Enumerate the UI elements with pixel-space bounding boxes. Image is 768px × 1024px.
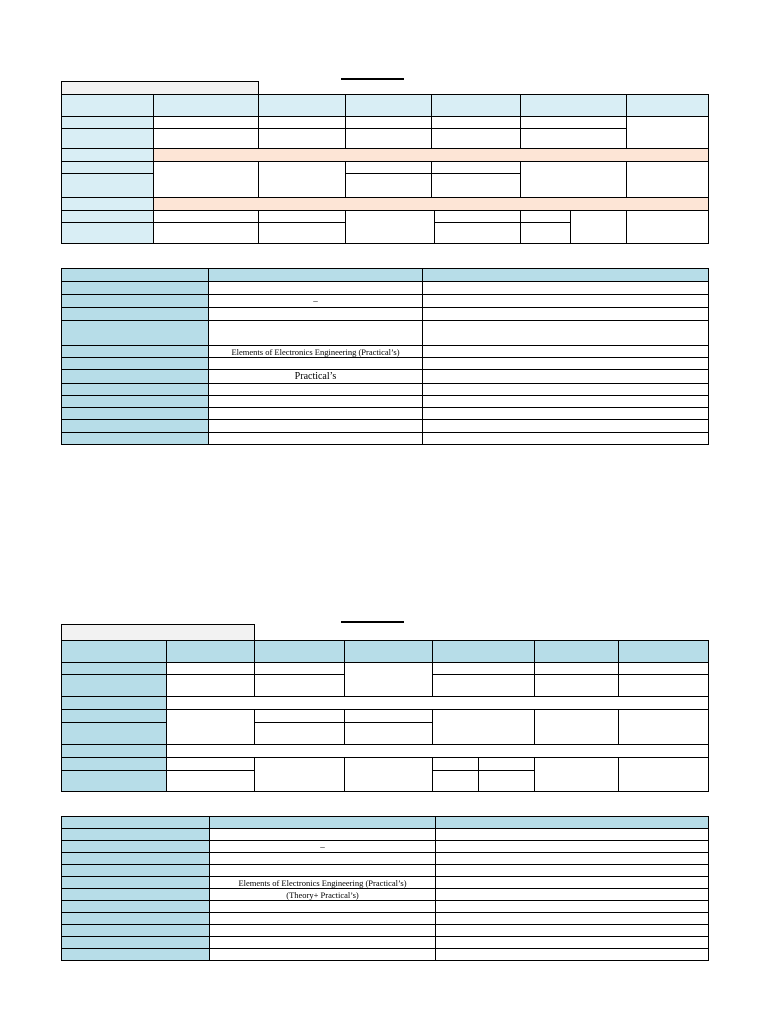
- table-cell: [62, 95, 154, 117]
- table-row: [62, 269, 709, 282]
- table-cell: [627, 211, 709, 244]
- subject-name: Elements of Electronics Engineering (Practical’s): [209, 346, 423, 358]
- table-cell: [521, 223, 571, 244]
- table-row: [62, 162, 709, 174]
- table-cell: [62, 901, 210, 913]
- table-cell: [436, 949, 709, 961]
- table-cell: [436, 865, 709, 877]
- table-cell: [62, 162, 154, 174]
- table-cell: [345, 663, 433, 697]
- table-cell: [346, 117, 432, 129]
- table-cell: [167, 758, 255, 771]
- table-row: [62, 865, 709, 877]
- table-cell: [62, 211, 154, 223]
- table-row: [62, 817, 709, 829]
- title-underline: [341, 621, 404, 623]
- table-cell: [436, 913, 709, 925]
- table-cell: [210, 817, 436, 829]
- table-row: [62, 198, 709, 211]
- table-cell: [535, 675, 619, 697]
- table-cell: [210, 901, 436, 913]
- table-cell: [209, 282, 423, 295]
- sheet-label-box: [61, 624, 255, 641]
- table-row: [62, 95, 709, 117]
- table-cell: [521, 129, 627, 149]
- table-row: [62, 321, 709, 346]
- table-cell: [167, 697, 709, 710]
- table-cell: [167, 710, 255, 745]
- table-row: [62, 663, 709, 675]
- table-row: [62, 211, 709, 223]
- table-cell: [435, 211, 521, 223]
- table-cell: [432, 129, 521, 149]
- table-cell: [62, 889, 210, 901]
- table-cell: [62, 829, 210, 841]
- table-cell: [433, 758, 479, 771]
- table-cell: [255, 641, 345, 663]
- table-cell: [423, 396, 709, 408]
- table-cell: [154, 117, 259, 129]
- table-cell: [436, 925, 709, 937]
- table-cell: [62, 663, 167, 675]
- table-row: [62, 853, 709, 865]
- table-cell: [346, 162, 432, 174]
- table-cell: [210, 937, 436, 949]
- table-cell: [433, 771, 479, 792]
- exam-type: Practical’s: [209, 370, 423, 384]
- table-row: [62, 829, 709, 841]
- table-cell: [619, 710, 709, 745]
- table-cell: [62, 675, 167, 697]
- table-cell: [210, 829, 436, 841]
- criteria-table: [61, 640, 709, 792]
- table-cell: [479, 771, 535, 792]
- table-cell: [479, 758, 535, 771]
- table-cell: [62, 925, 210, 937]
- exam-type: (Theory+ Practical’s): [210, 889, 436, 901]
- table-cell: [209, 420, 423, 433]
- table-row: [62, 877, 709, 889]
- table-row: [62, 408, 709, 420]
- table-cell: [62, 641, 167, 663]
- table-row: [62, 913, 709, 925]
- table-cell: [154, 223, 259, 244]
- table-cell: [62, 223, 154, 244]
- table-cell: [423, 370, 709, 384]
- table-cell: [62, 913, 210, 925]
- table-cell: [259, 117, 346, 129]
- table-row: [62, 745, 709, 758]
- table-row: [62, 308, 709, 321]
- table-row: [62, 370, 709, 384]
- table-cell: [154, 198, 709, 211]
- table-row: [62, 358, 709, 370]
- table-cell: [62, 149, 154, 162]
- table-cell: [62, 384, 209, 396]
- table-cell: [62, 745, 167, 758]
- table-row: [62, 841, 709, 853]
- table-cell: [619, 758, 709, 792]
- table-cell: [209, 308, 423, 321]
- table-cell: [62, 433, 209, 445]
- table-cell: [62, 321, 209, 346]
- table-cell: [209, 408, 423, 420]
- table-cell: [255, 663, 345, 675]
- table-cell: [436, 853, 709, 865]
- table-cell: [571, 211, 627, 244]
- table-cell: [62, 420, 209, 433]
- table-cell: [209, 269, 423, 282]
- table-cell: [167, 641, 255, 663]
- table-cell: [433, 675, 535, 697]
- table-row: [62, 149, 709, 162]
- table-cell: [423, 269, 709, 282]
- table-cell: [62, 174, 154, 198]
- table-cell: [62, 758, 167, 771]
- table-cell: [423, 295, 709, 308]
- table-cell: [154, 162, 259, 198]
- table-row: [62, 346, 709, 358]
- table-cell: [209, 321, 423, 346]
- table-cell: [423, 282, 709, 295]
- table-cell: [346, 95, 432, 117]
- table-row: [62, 901, 709, 913]
- table-cell: [62, 370, 209, 384]
- table-cell: [210, 853, 436, 865]
- table-cell: [619, 675, 709, 697]
- table-row: [62, 710, 709, 723]
- table-cell: [433, 641, 535, 663]
- table-cell: [436, 937, 709, 949]
- table-cell: [423, 321, 709, 346]
- table-cell: [521, 117, 627, 129]
- table-cell: [423, 408, 709, 420]
- table-cell: [210, 949, 436, 961]
- table-row: [62, 117, 709, 129]
- table-cell: [154, 129, 259, 149]
- table-cell: [167, 663, 255, 675]
- table-cell: [62, 865, 210, 877]
- table-cell: [62, 129, 154, 149]
- table-row: [62, 949, 709, 961]
- table-cell: [619, 641, 709, 663]
- table-cell: [62, 308, 209, 321]
- table-cell: [436, 901, 709, 913]
- table-cell: [436, 877, 709, 889]
- table-cell: [436, 817, 709, 829]
- table-cell: [345, 758, 433, 792]
- table-cell: [259, 223, 346, 244]
- info-table: [61, 816, 709, 961]
- table-cell: [62, 949, 210, 961]
- table-cell: [154, 95, 259, 117]
- dash-value: –: [209, 295, 423, 308]
- table-cell: [345, 710, 433, 723]
- table-row: [62, 697, 709, 710]
- info-table: [61, 268, 709, 445]
- table-cell: [62, 408, 209, 420]
- table-cell: [62, 117, 154, 129]
- table-cell: [209, 433, 423, 445]
- table-cell: [154, 211, 259, 223]
- table-cell: [432, 162, 521, 174]
- table-cell: [62, 723, 167, 745]
- criteria-table: [61, 94, 709, 244]
- table-cell: [62, 358, 209, 370]
- table-cell: [345, 723, 433, 745]
- table-cell: [167, 745, 709, 758]
- table-cell: [62, 710, 167, 723]
- table-cell: [619, 663, 709, 675]
- table-row: [62, 420, 709, 433]
- table-cell: [209, 396, 423, 408]
- table-cell: [167, 675, 255, 697]
- table-cell: [432, 95, 521, 117]
- table-row: [62, 384, 709, 396]
- table-cell: [210, 913, 436, 925]
- table-cell: [423, 420, 709, 433]
- table-cell: [346, 211, 435, 244]
- table-cell: [436, 829, 709, 841]
- dash-value: –: [210, 841, 436, 853]
- table-cell: [423, 346, 709, 358]
- table-cell: [62, 346, 209, 358]
- table-cell: [423, 384, 709, 396]
- table-cell: [436, 889, 709, 901]
- table-cell: [62, 841, 210, 853]
- table-cell: [535, 710, 619, 745]
- table-cell: [62, 877, 210, 889]
- table-cell: [535, 758, 619, 792]
- table-cell: [259, 211, 346, 223]
- subject-name: Elements of Electronics Engineering (Practical’s): [210, 877, 436, 889]
- table-row: [62, 433, 709, 445]
- table-cell: [62, 771, 167, 792]
- table-cell: [62, 697, 167, 710]
- table-cell: [209, 358, 423, 370]
- table-cell: [627, 117, 709, 149]
- table-cell: [423, 358, 709, 370]
- table-cell: [436, 841, 709, 853]
- table-cell: [154, 149, 709, 162]
- table-cell: [210, 925, 436, 937]
- table-cell: [62, 295, 209, 308]
- sheet-label-box: [61, 81, 259, 95]
- table-row: [62, 758, 709, 771]
- table-cell: [259, 95, 346, 117]
- table-cell: [62, 853, 210, 865]
- table-cell: [167, 771, 255, 792]
- table-cell: [521, 95, 627, 117]
- table-cell: [345, 641, 433, 663]
- table-cell: [521, 162, 627, 198]
- table-cell: [433, 710, 535, 745]
- table-cell: [423, 308, 709, 321]
- table-cell: [535, 641, 619, 663]
- title-underline: [341, 78, 404, 80]
- table-cell: [255, 723, 345, 745]
- table-row: [62, 641, 709, 663]
- table-cell: [62, 396, 209, 408]
- table-cell: [255, 758, 345, 792]
- table-cell: [433, 663, 535, 675]
- table-row: [62, 925, 709, 937]
- table-row: [62, 129, 709, 149]
- table-cell: [210, 865, 436, 877]
- table-cell: [62, 817, 210, 829]
- table-cell: [255, 710, 345, 723]
- table-cell: [423, 433, 709, 445]
- table-cell: [432, 174, 521, 198]
- table-cell: [62, 282, 209, 295]
- table-cell: [435, 223, 521, 244]
- table-cell: [62, 198, 154, 211]
- table-cell: [62, 269, 209, 282]
- table-cell: [627, 95, 709, 117]
- table-row: [62, 937, 709, 949]
- table-cell: [432, 117, 521, 129]
- table-cell: [521, 211, 571, 223]
- table-cell: [346, 174, 432, 198]
- table-cell: [535, 663, 619, 675]
- table-cell: [259, 129, 346, 149]
- table-cell: [255, 675, 345, 697]
- table-cell: [627, 162, 709, 198]
- table-row: [62, 396, 709, 408]
- table-row: [62, 282, 709, 295]
- table-cell: [209, 384, 423, 396]
- table-cell: [259, 162, 346, 198]
- table-row: [62, 295, 709, 308]
- table-row: [62, 889, 709, 901]
- table-cell: [346, 129, 432, 149]
- table-cell: [62, 937, 210, 949]
